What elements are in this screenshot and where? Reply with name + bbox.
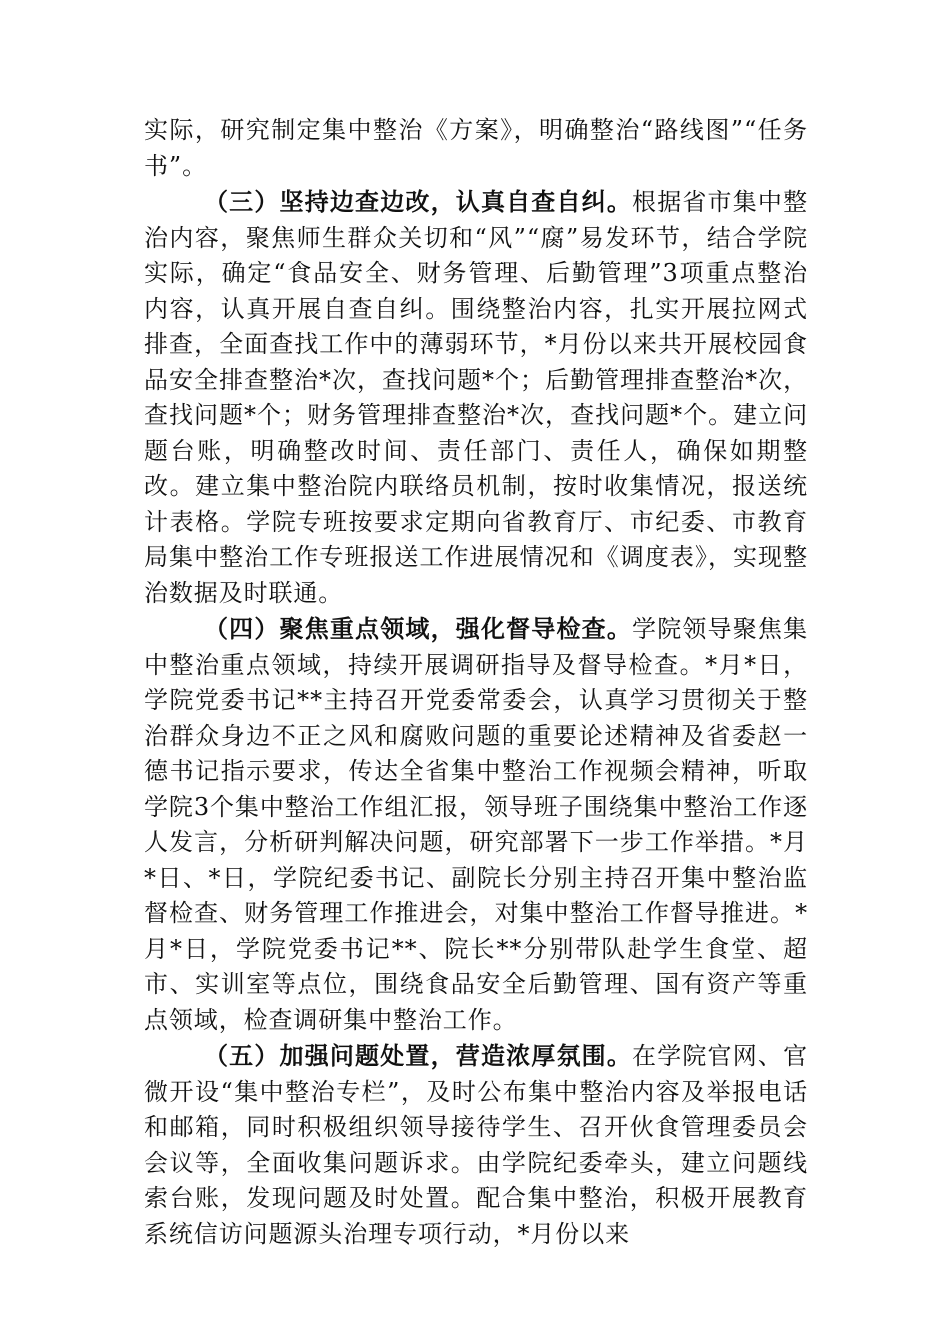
paragraph-section-5 — [144, 1038, 808, 1252]
paragraph-intro — [144, 113, 808, 184]
document-body — [144, 113, 808, 1252]
section-heading: （四）聚焦重点领域，强化督导检查。 — [204, 614, 633, 643]
paragraph-text: 实际，研究制定集中整治《方案》，明确整治“路线图”“任务书”。 — [144, 116, 808, 180]
paragraph-text: 学院领导聚焦集中整治重点领域，持续开展调研指导及督导检查。*月*日，学院党委书记**主持召开党委常委会，认真学习贯彻关于整治群众身边不正之风和腐败问题的重要论述精神及省委赵一德书记指示要求，传达全省集中整治工作视频会精神，听取学院3个集中整治工作组汇报，领导班子围绕集中整治工作逐人发言，分析研判解决问题，研究部署下一步工作举措。*月*日、*日，学院纪委书记、副院长分别主持召开集中整治监督检查、财务管理工作推进会，对集中整治工作督导推进。*月*日，学院党委书记**、院长**分别带队赴学生食堂、超市、实训室等点位，围绕食品安全后勤管理、国有资产等重点领域，检查调研集中整治工作。 — [144, 615, 808, 1034]
paragraph-text: 根据省市集中整治内容，聚焦师生群众关切和“风”“腐”易发环节，结合学院实际，确定“食品安全、财务管理、后勤管理”3项重点整治内容，认真开展自查自纠。围绕整治内容，扎实开展拉网式排查，全面查找工作中的薄弱环节，*月份以来共开展校园食品安全排查整治*次，查找问题*个；后勤管理排查整治*次，查找问题*个；财务管理排查整治*次，查找问题*个。建立问题台账，明确整改时间、责任部门、责任人，确保如期整改。建立集中整治院内联络员机制，按时收集情况，报送统计表格。学院专班按要求定期向省教育厅、市纪委、市教育局集中整治工作专班报送工作进展情况和《调度表》，实现整治数据及时联通。 — [144, 188, 808, 607]
section-heading: （五）加强问题处置，营造浓厚氛围。 — [204, 1041, 633, 1070]
paragraph-section-3 — [144, 184, 808, 611]
paragraph-text: 在学院官网、官微开设“集中整治专栏”，及时公布集中整治内容及举报电话和邮箱，同时积极组织领导接待学生、召开伙食管理委员会会议等，全面收集问题诉求。由学院纪委牵头，建立问题线索台账，发现问题及时处置。配合集中整治，积极开展教育系统信访问题源头治理专项行动，*月份以来 — [144, 1042, 808, 1248]
paragraph-section-4 — [144, 611, 808, 1038]
section-heading: （三）坚持边查边改，认真自查自纠。 — [204, 187, 633, 216]
